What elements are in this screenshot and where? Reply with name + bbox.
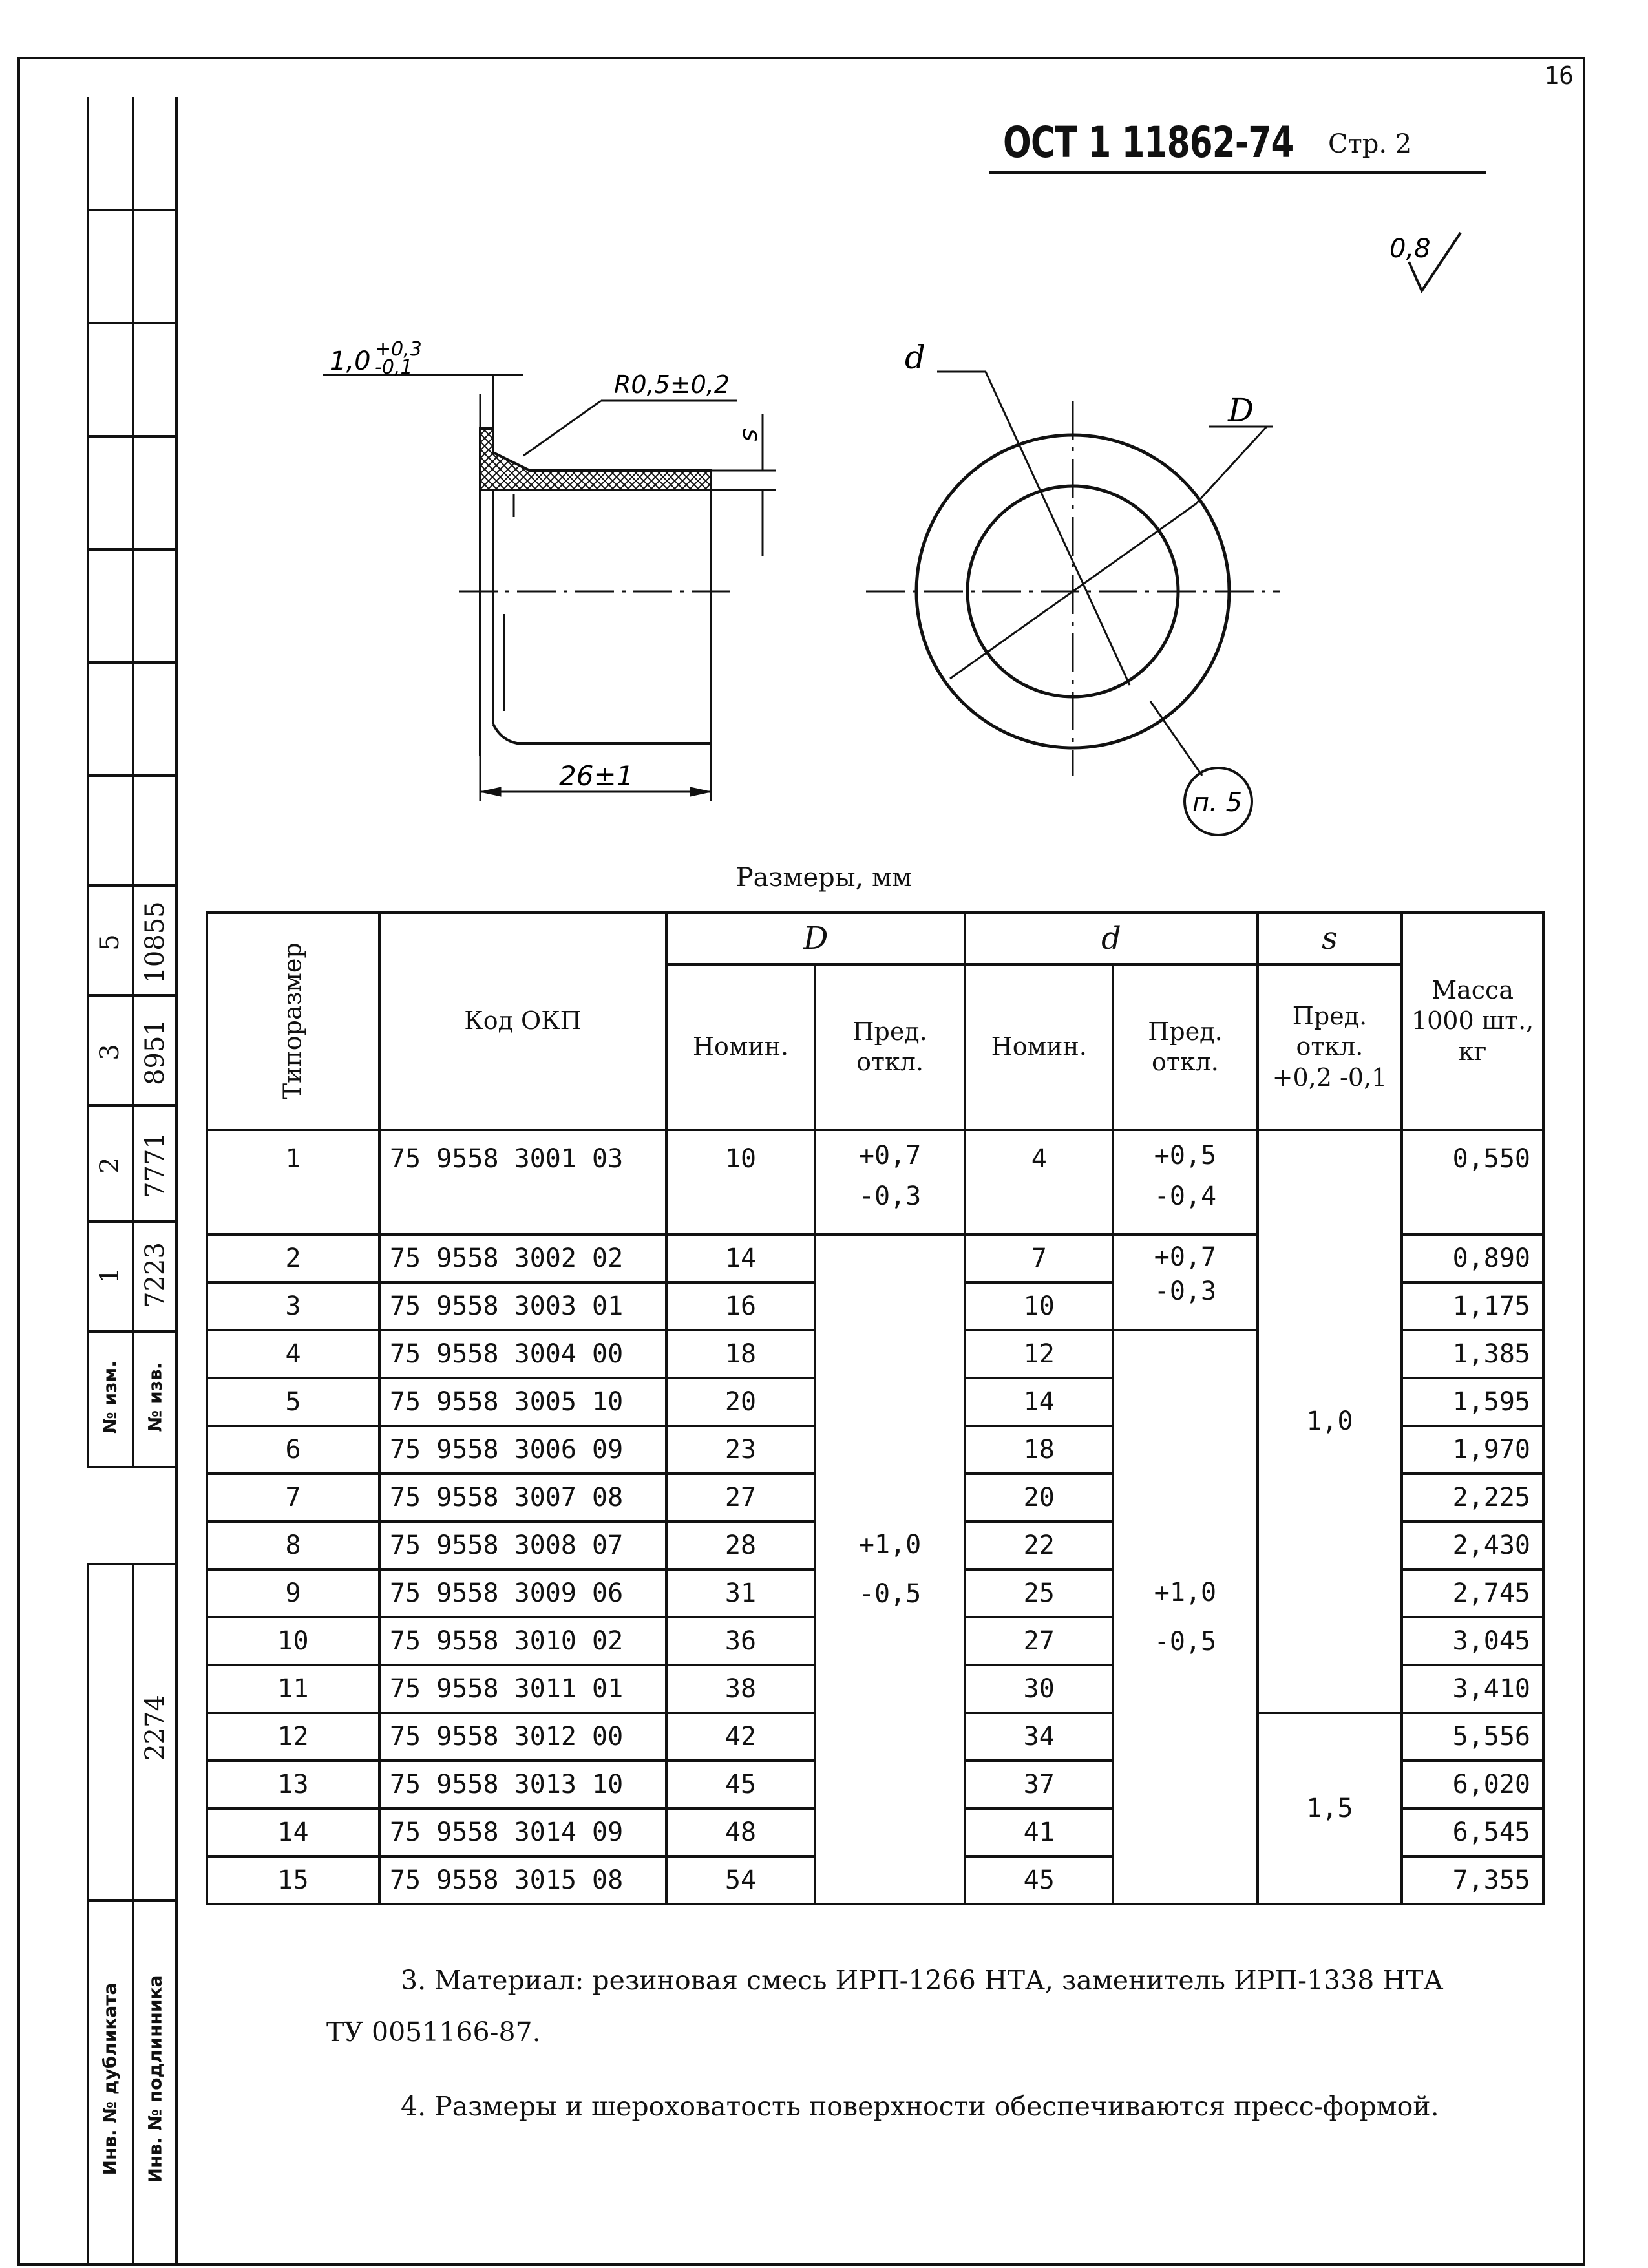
cell-type: 15 [207,1856,379,1904]
cell-d: 41 [965,1808,1113,1856]
change-izm-3: 3 [95,1044,125,1061]
change-izv-5: 10855 [140,901,170,984]
cell-s-group1: 1,0 [1258,1130,1402,1713]
cell-code: 75 9558 3013 10 [379,1761,666,1808]
original-inventory-number: 2274 [140,1695,170,1761]
cell-code: 75 9558 3015 08 [379,1856,666,1904]
cell-D: 10 [666,1130,815,1235]
cell-mass: 0,550 [1402,1130,1543,1235]
cell-mass: 2,430 [1402,1521,1543,1569]
note-reference: п. 5 [1192,788,1243,818]
header-s-deviation: Пред. откл. +0,2 -0,1 [1258,964,1402,1130]
length-label: 26±1 [559,760,634,792]
cell-D: 27 [666,1474,815,1521]
cell-mass: 1,970 [1402,1426,1543,1474]
change-izm-2: 2 [95,1157,125,1174]
cell-d: 18 [965,1426,1113,1474]
cell-d: 37 [965,1761,1113,1808]
header-d-deviation: Пред. откл. [1113,964,1258,1130]
roughness-value: 0,8 [1389,234,1431,264]
cell-type: 13 [207,1761,379,1808]
note-3-line2: ТУ 0051166-87. [326,2017,541,2048]
cell-D: 31 [666,1569,815,1617]
cell-D: 18 [666,1330,815,1378]
izv-label: № изв. [144,1362,166,1432]
part-drawing [310,310,1312,873]
dimensions-table [206,911,1545,1905]
flange-tol-lower: -0,1 [375,356,413,379]
cell-code: 75 9558 3002 02 [379,1235,666,1282]
cell-mass: 0,890 [1402,1235,1543,1282]
cell-d: 45 [965,1856,1113,1904]
cell-code: 75 9558 3009 06 [379,1569,666,1617]
cell-d: 25 [965,1569,1113,1617]
cell-mass: 5,556 [1402,1713,1543,1761]
cell-mass: 2,225 [1402,1474,1543,1521]
cell-D: 20 [666,1378,815,1426]
cell-code: 75 9558 3001 03 [379,1130,666,1235]
cell-D: 42 [666,1713,815,1761]
cell-type: 9 [207,1569,379,1617]
cell-d: 14 [965,1378,1113,1426]
izm-label: № изм. [99,1361,121,1434]
wall-thickness-label: s [737,429,766,441]
cell-type: 14 [207,1808,379,1856]
cell-code: 75 9558 3004 00 [379,1330,666,1378]
cell-type: 11 [207,1665,379,1713]
cell-code: 75 9558 3014 09 [379,1808,666,1856]
cell-d-deviation: +0,5 -0,4 [1113,1130,1258,1235]
change-izv-2: 7771 [140,1132,170,1198]
end-view [866,372,1280,835]
cell-D-deviation-group: +1,0 -0,5 [815,1235,965,1904]
cell-d: 34 [965,1713,1113,1761]
cell-d: 27 [965,1617,1113,1665]
header-d: d [965,913,1257,964]
cell-type: 2 [207,1235,379,1282]
cell-D: 45 [666,1761,815,1808]
flange-thickness: 1,0 [330,346,371,376]
cell-D: 14 [666,1235,815,1282]
cell-code: 75 9558 3007 08 [379,1474,666,1521]
table-row [207,1130,1543,1235]
cell-mass: 1,385 [1402,1330,1543,1378]
radius-label: R0,5±0,2 [614,370,730,399]
document-code: ОСТ 1 11862-74 [1003,118,1294,167]
units-caption: Размеры, мм [735,863,913,893]
cell-mass: 1,175 [1402,1282,1543,1330]
change-izm-1: 1 [95,1267,125,1284]
cell-d: 4 [965,1130,1113,1235]
header-type: Типоразмер [207,913,379,1130]
header-s: s [1258,913,1402,964]
cell-type: 12 [207,1713,379,1761]
cell-d: 22 [965,1521,1113,1569]
cell-D: 36 [666,1617,815,1665]
header-code: Код ОКП [379,913,666,1130]
change-izm-5: 5 [95,934,125,951]
roughness-symbol [1370,226,1474,304]
cell-d: 7 [965,1235,1113,1282]
cell-type: 3 [207,1282,379,1330]
cell-type: 10 [207,1617,379,1665]
change-izv-1: 7223 [140,1242,170,1308]
cell-type: 5 [207,1378,379,1426]
cell-type: 1 [207,1130,379,1235]
cell-type: 4 [207,1330,379,1378]
cell-type: 7 [207,1474,379,1521]
cell-D: 16 [666,1282,815,1330]
cell-code: 75 9558 3012 00 [379,1713,666,1761]
cell-code: 75 9558 3003 01 [379,1282,666,1330]
duplicate-inventory-label: Инв. № дубликата [99,1982,121,2176]
document-page-label: Стр. 2 [1328,129,1412,159]
header-D-deviation: Пред. откл. [815,964,965,1130]
change-izv-3: 8951 [140,1019,170,1085]
cell-code: 75 9558 3011 01 [379,1665,666,1713]
cell-d-deviation-rows23: +0,7 -0,3 [1113,1235,1258,1330]
cell-mass: 2,745 [1402,1569,1543,1617]
cell-D: 28 [666,1521,815,1569]
cell-type: 6 [207,1426,379,1474]
header-d-nominal: Номин. [965,964,1113,1130]
cell-D: 54 [666,1856,815,1904]
cell-mass: 3,045 [1402,1617,1543,1665]
cell-D: 23 [666,1426,815,1474]
cell-mass: 7,355 [1402,1856,1543,1904]
cell-code: 75 9558 3010 02 [379,1617,666,1665]
cell-d: 12 [965,1330,1113,1378]
flange-tol-upper: +0,3 [375,338,422,361]
cell-mass: 6,020 [1402,1761,1543,1808]
cell-mass: 3,410 [1402,1665,1543,1713]
cell-D-deviation: +0,7 -0,3 [815,1130,965,1235]
cell-d: 30 [965,1665,1113,1713]
cell-s-group2: 1,5 [1258,1713,1402,1904]
header-D-nominal: Номин. [666,964,815,1130]
left-revision-strip [87,97,179,2266]
cell-type: 8 [207,1521,379,1569]
original-inventory-label: Инв. № подлинника [144,1975,166,2183]
cell-code: 75 9558 3005 10 [379,1378,666,1426]
page-number: 16 [1544,61,1574,90]
side-view [323,375,776,801]
cell-code: 75 9558 3008 07 [379,1521,666,1569]
title-underline [989,171,1486,174]
cell-mass: 1,595 [1402,1378,1543,1426]
cell-mass: 6,545 [1402,1808,1543,1856]
cell-d-deviation-group: +1,0 -0,5 [1113,1330,1258,1904]
note-4: 4. Размеры и шероховатость поверхности обеспечиваются пресс-формой. [401,2091,1439,2122]
cell-d: 20 [965,1474,1113,1521]
cell-D: 48 [666,1808,815,1856]
header-D: D [666,913,965,964]
note-3-line1: 3. Материал: резиновая смесь ИРП-1266 НТА, заменитель ИРП-1338 НТА [401,1965,1444,1996]
header-mass: Масса 1000 шт., кг [1402,913,1543,1130]
cell-code: 75 9558 3006 09 [379,1426,666,1474]
cell-d: 10 [965,1282,1113,1330]
outer-diameter-label: D [1228,392,1254,429]
inner-diameter-label: d [905,339,926,376]
cell-D: 38 [666,1665,815,1713]
